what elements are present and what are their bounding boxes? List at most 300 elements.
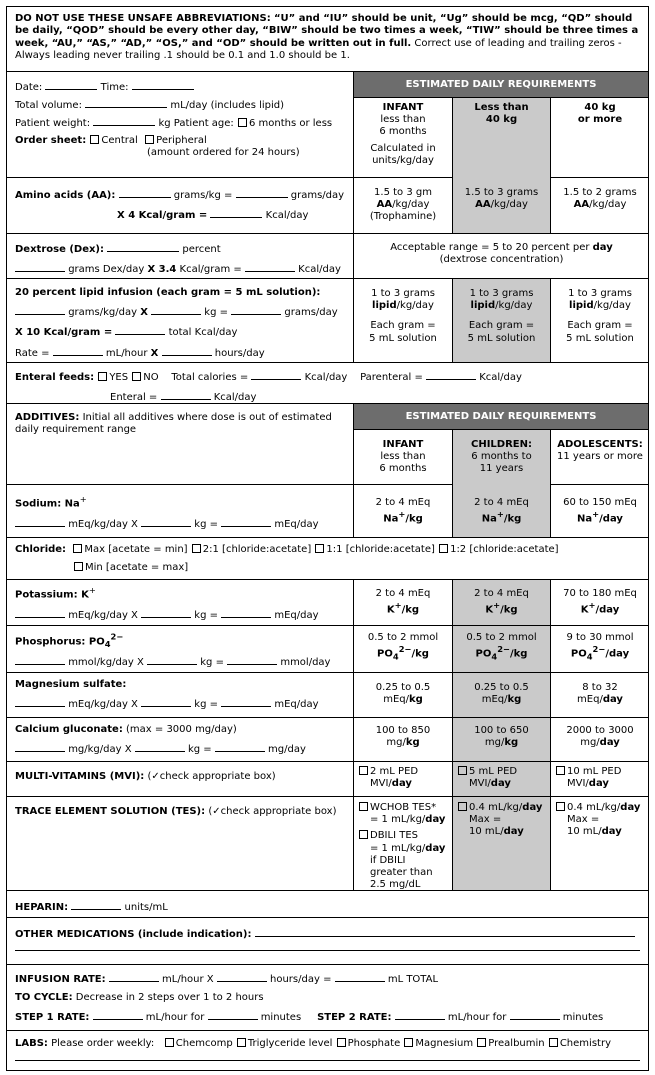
labs-line[interactable] bbox=[15, 1059, 640, 1061]
tes-note-line: greater than bbox=[370, 866, 433, 878]
lab-chemcomp-checkbox[interactable] bbox=[165, 1038, 174, 1047]
children-line: 6 months to bbox=[471, 451, 532, 463]
date-label: Date: bbox=[15, 82, 43, 93]
tes-day: day bbox=[425, 842, 446, 854]
phosphorus-unit: kg = bbox=[200, 657, 224, 669]
magnesium-infant-range: 0.25 to 0.5 bbox=[375, 682, 431, 693]
dextrose-unit: percent bbox=[182, 244, 221, 255]
phosphorus-mmol-day-field[interactable] bbox=[227, 655, 277, 665]
infant-col-line: units/kg/day bbox=[372, 154, 434, 166]
lab-item: Triglyceride level bbox=[247, 1038, 333, 1049]
lab-magnesium-checkbox[interactable] bbox=[404, 1038, 413, 1047]
lipid-note: 5 mL solution bbox=[566, 332, 634, 344]
amino-kcal-field[interactable] bbox=[210, 208, 262, 218]
step1-minutes-field[interactable] bbox=[208, 1010, 258, 1020]
lipid-rate-label: Rate = bbox=[15, 347, 50, 359]
dextrose-percent-field[interactable] bbox=[107, 242, 179, 252]
heparin-label: HEPARIN: bbox=[15, 902, 69, 913]
amino-unit: grams/day bbox=[290, 190, 345, 201]
potassium-label: Potassium: K bbox=[15, 589, 89, 601]
heparin-unit: units/mL bbox=[124, 902, 168, 913]
ion: PO bbox=[570, 648, 587, 660]
chloride-label: Chloride: bbox=[15, 544, 67, 555]
phosphorus-child-range: 0.5 to 2 mmol bbox=[466, 632, 537, 643]
dbili-tes-checkbox[interactable] bbox=[359, 830, 368, 839]
mvi-unit: MVI/ bbox=[370, 778, 392, 790]
calcium-mg-kg-field[interactable] bbox=[15, 742, 65, 752]
amino-infant-range: 1.5 to 3 gm bbox=[374, 187, 432, 198]
chloride-1-2-checkbox[interactable] bbox=[439, 544, 448, 553]
age-option: 6 months or less bbox=[248, 118, 333, 130]
infant-line: 6 months bbox=[379, 463, 427, 475]
lipid-gday-field[interactable] bbox=[231, 305, 281, 315]
tes-day: day bbox=[522, 802, 543, 813]
phosphorus-adult-range: 9 to 30 mmol bbox=[566, 632, 634, 643]
calcium-unit: mg/kg/day X bbox=[68, 744, 132, 756]
infant-col-line: less than bbox=[380, 114, 426, 126]
weight-label: Patient weight: bbox=[15, 118, 91, 130]
other-medications-line[interactable] bbox=[15, 949, 640, 951]
chloride-section bbox=[7, 538, 648, 580]
ca-unit-bold: kg bbox=[504, 737, 519, 749]
lipid-kg-field[interactable] bbox=[151, 305, 201, 315]
enteral-yes-checkbox[interactable] bbox=[98, 372, 107, 381]
ion-sup: + bbox=[592, 509, 600, 520]
amino-adult-unit: /kg/day bbox=[589, 199, 627, 211]
sodium-unit: mEq/day bbox=[274, 518, 319, 530]
ion-sup: 2− bbox=[398, 644, 412, 655]
ion-unit: /kg bbox=[503, 513, 522, 525]
mvi-section bbox=[7, 762, 648, 797]
lipid-kcal-factor: X 10 Kcal/gram = bbox=[15, 327, 113, 339]
magnesium-adult-range: 8 to 32 bbox=[582, 682, 618, 693]
lab-prealbumin-checkbox[interactable] bbox=[477, 1038, 486, 1047]
warning-prefix: DO NOT USE THESE UNSAFE ABBREVIATIONS: bbox=[15, 13, 271, 24]
ion-sup: + bbox=[398, 509, 406, 520]
age-checkbox[interactable] bbox=[238, 118, 247, 127]
phosphorus-unit: mmol/day bbox=[280, 657, 331, 669]
calcium-label: Calcium gluconate: bbox=[15, 724, 123, 735]
heparin-field[interactable] bbox=[71, 900, 121, 910]
ion: K bbox=[580, 604, 589, 616]
calcium-section bbox=[7, 718, 648, 762]
phosphorus-infant-range: 0.5 to 2 mmol bbox=[367, 632, 439, 643]
enteral-label: Enteral feeds: bbox=[15, 372, 95, 383]
mag-unit: mEq/ bbox=[383, 694, 409, 706]
central-label: Central bbox=[101, 134, 138, 146]
labs-text: Please order weekly: bbox=[51, 1038, 155, 1049]
ion: PO bbox=[475, 648, 492, 660]
infusion-unit: mL TOTAL bbox=[387, 974, 439, 985]
chloride-option: 1:2 [chloride:acetate] bbox=[450, 544, 559, 555]
lipid-label: 20 percent lipid infusion (each gram = 5 mL solution): bbox=[15, 287, 321, 298]
lipid-x: X bbox=[150, 347, 159, 359]
ion-sub: 4 bbox=[491, 651, 498, 662]
central-checkbox[interactable] bbox=[90, 135, 99, 144]
lipid-rate-field[interactable] bbox=[53, 346, 103, 356]
under-40kg-title: 40 kg bbox=[485, 114, 518, 126]
ca-unit-bold: day bbox=[599, 737, 620, 749]
ion-unit: /kg bbox=[401, 604, 420, 616]
parenteral-label: Parenteral = bbox=[360, 372, 423, 383]
magnesium-child-range: 0.25 to 0.5 bbox=[474, 682, 529, 693]
ion-sup: 2− bbox=[497, 644, 510, 655]
amino-infant-note: (Trophamine) bbox=[369, 211, 437, 223]
dextrose-unit: Kcal/day bbox=[298, 264, 341, 276]
chloride-min-checkbox[interactable] bbox=[74, 562, 83, 571]
lipid-note: 5 mL solution bbox=[467, 332, 536, 344]
chloride-1-1-checkbox[interactable] bbox=[315, 544, 324, 553]
sodium-kg-field[interactable] bbox=[141, 517, 191, 527]
infant-col-line: 6 months bbox=[379, 126, 427, 138]
calcium-max: (max = 3000 mg/day) bbox=[126, 724, 237, 735]
requirements-columns-2 bbox=[353, 430, 648, 485]
tes-note-line: if DBILI bbox=[370, 854, 406, 866]
chloride-option: Max [acetate = min] bbox=[84, 544, 188, 555]
amino-adult-range: 1.5 to 2 grams bbox=[563, 187, 637, 198]
lipid-note: Each gram = bbox=[468, 320, 535, 332]
potassium-meq-kg-field[interactable] bbox=[15, 608, 65, 618]
step1-rate-field[interactable] bbox=[93, 1010, 143, 1020]
other-medications-field[interactable] bbox=[255, 927, 635, 937]
magnesium-kg-field[interactable] bbox=[141, 697, 191, 707]
tes-option: DBILI TES bbox=[370, 830, 418, 842]
time-label: Time: bbox=[100, 82, 129, 93]
lipid-total-kcal-field[interactable] bbox=[115, 325, 165, 335]
ion-sup: + bbox=[394, 600, 402, 611]
lipid-unit: /kg/day bbox=[396, 300, 434, 312]
lipid-unit: total Kcal/day bbox=[168, 327, 238, 339]
dextrose-range-note: (dextrose concentration) bbox=[439, 254, 564, 266]
ion-unit: /kg bbox=[500, 604, 518, 616]
phosphorus-mmol-kg-field[interactable] bbox=[15, 655, 65, 665]
potassium-unit: mEq/day bbox=[274, 609, 319, 621]
enteral-unit: Kcal/day bbox=[213, 392, 257, 404]
dextrose-unit: Kcal/gram = bbox=[179, 264, 242, 276]
total-calories-label: Total calories = bbox=[171, 372, 249, 383]
sodium-sup: + bbox=[79, 494, 87, 504]
chloride-max-checkbox[interactable] bbox=[73, 544, 82, 553]
mvi-10ml-checkbox[interactable] bbox=[556, 766, 565, 775]
ion: Na bbox=[383, 513, 399, 525]
mvi-day: day bbox=[391, 778, 412, 790]
tes-day: day bbox=[503, 826, 524, 838]
ion: K bbox=[386, 604, 395, 616]
chloride-2-1-checkbox[interactable] bbox=[192, 544, 201, 553]
lipid-unit: grams/day bbox=[284, 307, 338, 319]
mvi-2ml-checkbox[interactable] bbox=[359, 766, 368, 775]
magnesium-unit: mEq/day bbox=[274, 699, 319, 711]
amino-child-bold: AA bbox=[475, 199, 491, 211]
lipid-bold: lipid bbox=[470, 300, 496, 312]
phosphorus-sup: 2− bbox=[110, 632, 124, 642]
step2-rate-field[interactable] bbox=[395, 1010, 445, 1020]
lipid-infant-range: 1 to 3 grams bbox=[371, 288, 435, 299]
mvi-unit: MVI/ bbox=[567, 778, 589, 790]
tpn-order-form bbox=[6, 6, 649, 1071]
tes-unit: = 1 mL/kg/ bbox=[370, 842, 426, 854]
enteral-no: NO bbox=[143, 372, 159, 383]
ca-unit: mg/ bbox=[580, 737, 600, 749]
abbreviation-warning bbox=[7, 7, 648, 72]
peripheral-note: (amount ordered for 24 hours) bbox=[147, 146, 300, 158]
tes-max: Max = bbox=[567, 814, 600, 826]
tes-note-line: 2.5 mg/dL bbox=[370, 879, 421, 891]
dextrose-kcal-field[interactable] bbox=[245, 262, 295, 272]
enteral-section bbox=[7, 363, 648, 404]
ion-sub: 4 bbox=[392, 651, 399, 662]
enteral-yes: YES bbox=[109, 372, 129, 383]
ca-unit: mg/ bbox=[484, 737, 505, 749]
lab-item: Prealbumin bbox=[488, 1038, 545, 1049]
mag-unit-bold: kg bbox=[507, 694, 522, 706]
requirements-header-1: ESTIMATED DAILY REQUIREMENTS bbox=[353, 72, 648, 98]
ion-unit: /kg bbox=[509, 648, 528, 660]
calcium-infant-range: 100 to 850 bbox=[375, 725, 431, 736]
infusion-unit: hours/day = bbox=[270, 974, 332, 985]
dextrose-range-day: day bbox=[592, 242, 613, 253]
dextrose-range: Acceptable range = 5 to 20 percent per bbox=[390, 242, 590, 253]
ca-unit: mg/ bbox=[386, 737, 406, 749]
enteral-unit: Kcal/day bbox=[479, 372, 522, 383]
lipid-unit: grams/kg/day bbox=[68, 307, 137, 319]
potassium-sup: + bbox=[88, 585, 96, 595]
under-40kg-title: Less than bbox=[474, 102, 529, 113]
infusion-rate-field[interactable] bbox=[109, 972, 159, 982]
other-medications-label: OTHER MEDICATIONS (include indication): bbox=[15, 929, 252, 940]
chloride-option: 1:1 [chloride:acetate] bbox=[326, 544, 435, 555]
amino-child-range: 1.5 to 3 grams bbox=[464, 187, 539, 198]
amino-infant-bold: AA bbox=[376, 199, 393, 211]
dextrose-unit: grams Dex/day bbox=[68, 264, 145, 276]
magnesium-meq-day-field[interactable] bbox=[221, 697, 271, 707]
lipid-bold: lipid bbox=[569, 300, 594, 312]
mvi-option: 5 mL PED bbox=[469, 766, 518, 777]
lab-triglyceride-checkbox[interactable] bbox=[237, 1038, 246, 1047]
sodium-unit: kg = bbox=[194, 518, 218, 530]
dextrose-grams-field[interactable] bbox=[15, 262, 65, 272]
lab-item: Chemcomp bbox=[175, 1038, 233, 1049]
mvi-5ml-checkbox[interactable] bbox=[458, 766, 467, 775]
lab-phosphate-checkbox[interactable] bbox=[337, 1038, 346, 1047]
tes-child-checkbox[interactable] bbox=[458, 802, 467, 811]
mvi-option: 10 mL PED bbox=[567, 766, 622, 777]
potassium-child-range: 2 to 4 mEq bbox=[474, 588, 529, 599]
mvi-day: day bbox=[588, 778, 609, 790]
tes-option: WCHOB TES* bbox=[370, 802, 437, 813]
phosphorus-unit: mmol/kg/day X bbox=[68, 657, 144, 669]
warning-body: “U” and “IU” should be unit, “Ug” should be mcg, “QD” should be daily, “QOD” should be every other day, “BIW” should be two times a week, “TIW” should be three times a week, “AU,” “AS,” “AD,” “OS,” and “OD” should be written out in full. bbox=[15, 13, 639, 49]
weight-field[interactable] bbox=[93, 116, 155, 126]
ion-sup: + bbox=[496, 509, 504, 520]
wchob-tes-checkbox[interactable] bbox=[359, 802, 368, 811]
infusion-section bbox=[7, 965, 648, 1031]
infant-col-line: Calculated in bbox=[370, 142, 436, 154]
infusion-total-field[interactable] bbox=[335, 972, 385, 982]
potassium-kg-field[interactable] bbox=[141, 608, 191, 618]
children-title: CHILDREN: bbox=[470, 439, 532, 450]
peripheral-checkbox[interactable] bbox=[145, 135, 154, 144]
step-unit: mL/hour for bbox=[447, 1012, 507, 1024]
mvi-day: day bbox=[490, 778, 511, 790]
tes-day: day bbox=[620, 802, 641, 813]
enteral-no-checkbox[interactable] bbox=[132, 372, 141, 381]
lab-item: Chemistry bbox=[559, 1038, 611, 1049]
potassium-infant-range: 2 to 4 mEq bbox=[375, 588, 431, 599]
amino-child-unit: /kg/day bbox=[490, 199, 528, 211]
infant-title: INFANT bbox=[382, 439, 424, 450]
ion-unit: /day bbox=[595, 604, 620, 616]
over-40kg-title: 40 kg bbox=[584, 102, 616, 113]
lipid-unit: /kg/day bbox=[593, 300, 631, 312]
parenteral-field[interactable] bbox=[426, 370, 476, 380]
tes-max-val: 10 mL/ bbox=[469, 826, 504, 838]
sodium-infant-range: 2 to 4 mEq bbox=[375, 497, 431, 508]
calcium-adult-range: 2000 to 3000 bbox=[566, 725, 634, 736]
calcium-unit: mg/day bbox=[268, 744, 306, 756]
sodium-meq-kg-field[interactable] bbox=[15, 517, 65, 527]
tes-day: day bbox=[601, 826, 622, 838]
sodium-label: Sodium: Na bbox=[15, 498, 80, 510]
step2-minutes-field[interactable] bbox=[510, 1010, 560, 1020]
tes-unit: = 1 mL/kg/ bbox=[370, 814, 426, 826]
enteral-unit: Kcal/day bbox=[304, 372, 348, 383]
ion-unit: /day bbox=[605, 648, 630, 660]
lipid-child-range: 1 to 3 grams bbox=[469, 288, 534, 299]
requirements-columns-1 bbox=[353, 98, 648, 178]
additives-label: ADDITIVES: bbox=[15, 412, 80, 423]
mvi-option: 2 mL PED bbox=[370, 766, 419, 777]
step-unit: mL/hour for bbox=[145, 1012, 205, 1024]
enteral-field[interactable] bbox=[161, 390, 211, 400]
sodium-meq-day-field[interactable] bbox=[221, 517, 271, 527]
tes-section bbox=[7, 797, 648, 891]
potassium-section bbox=[7, 580, 648, 626]
lipid-x: X bbox=[140, 307, 148, 319]
magnesium-label: Magnesium sulfate: bbox=[15, 679, 127, 690]
lab-item: Magnesium bbox=[415, 1038, 474, 1049]
phosphorus-label: Phosphorus: PO bbox=[15, 636, 105, 648]
lipid-bold: lipid bbox=[372, 300, 397, 312]
ion-unit: /kg bbox=[411, 648, 429, 660]
calcium-mg-day-field[interactable] bbox=[215, 742, 265, 752]
labs-section bbox=[7, 1031, 648, 1070]
magnesium-meq-kg-field[interactable] bbox=[15, 697, 65, 707]
amino-infant-unit: /kg/day bbox=[392, 199, 430, 211]
calcium-kg-field[interactable] bbox=[135, 742, 185, 752]
infusion-hours-field[interactable] bbox=[217, 972, 267, 982]
cycle-text: Decrease in 2 steps over 1 to 2 hours bbox=[75, 992, 264, 1004]
requirements-header-2: ESTIMATED DAILY REQUIREMENTS bbox=[353, 404, 648, 430]
calcium-child-range: 100 to 650 bbox=[474, 725, 529, 736]
potassium-meq-day-field[interactable] bbox=[221, 608, 271, 618]
total-calories-field[interactable] bbox=[251, 370, 301, 380]
chloride-option: Min [acetate = max] bbox=[85, 562, 189, 574]
mvi-label: MULTI-VITAMINS (MVI): bbox=[15, 771, 145, 782]
amino-label: Amino acids (AA): bbox=[15, 190, 116, 201]
tes-option: 0.4 mL/kg/ bbox=[469, 802, 523, 813]
mag-unit-bold: day bbox=[602, 694, 623, 706]
mvi-note: (✓check appropriate box) bbox=[147, 771, 276, 782]
tes-option: 0.4 mL/kg/ bbox=[567, 802, 621, 813]
cycle-label: TO CYCLE: bbox=[15, 992, 73, 1004]
mag-unit-bold: kg bbox=[408, 694, 423, 706]
infusion-rate-label: INFUSION RATE: bbox=[15, 974, 106, 985]
heparin-section bbox=[7, 891, 648, 918]
other-medications-section bbox=[7, 918, 648, 965]
lipid-section bbox=[7, 279, 648, 363]
infant-col-title: INFANT bbox=[382, 102, 424, 113]
dextrose-factor: X 3.4 bbox=[147, 264, 177, 276]
potassium-adult-range: 70 to 180 mEq bbox=[563, 588, 637, 599]
infant-line: less than bbox=[380, 451, 426, 463]
tes-label: TRACE ELEMENT SOLUTION (TES): bbox=[15, 806, 206, 817]
total-volume-unit: mL/day (includes lipid) bbox=[170, 100, 285, 112]
lipid-adult-range: 1 to 3 grams bbox=[568, 288, 632, 299]
tes-adult-checkbox[interactable] bbox=[556, 802, 565, 811]
tes-note: (✓check appropriate box) bbox=[208, 806, 337, 817]
ion-sup: + bbox=[493, 600, 501, 611]
ion: K bbox=[485, 604, 494, 616]
mag-unit: mEq/ bbox=[481, 694, 508, 706]
potassium-unit: kg = bbox=[194, 609, 218, 621]
phosphorus-kg-field[interactable] bbox=[147, 655, 197, 665]
step-unit: minutes bbox=[562, 1012, 604, 1024]
over-40kg-title: or more bbox=[577, 114, 623, 126]
sodium-unit: mEq/kg/day X bbox=[68, 518, 138, 530]
amino-unit: Kcal/day bbox=[265, 210, 309, 222]
magnesium-unit: kg = bbox=[194, 699, 218, 711]
date-field[interactable] bbox=[45, 80, 97, 90]
ion-sub: 4 bbox=[586, 651, 593, 662]
amino-grams-kg-field[interactable] bbox=[119, 188, 171, 198]
step1-label: STEP 1 RATE: bbox=[15, 1012, 90, 1024]
lab-chemistry-checkbox[interactable] bbox=[549, 1038, 558, 1047]
ion-unit: /day bbox=[599, 513, 623, 525]
adolescents-title: ADOLESCENTS: bbox=[557, 439, 643, 450]
lipid-unit: /kg/day bbox=[495, 300, 533, 312]
step2-label: STEP 2 RATE: bbox=[317, 1012, 392, 1024]
calcium-unit: kg = bbox=[187, 744, 212, 756]
additives-text: Initial all additives where dose is out of estimated daily requirement range bbox=[15, 412, 332, 436]
step-unit: minutes bbox=[260, 1012, 302, 1024]
ion: PO bbox=[377, 648, 393, 660]
ion-sup: 2− bbox=[592, 644, 606, 655]
age-label: Patient age: bbox=[173, 118, 234, 130]
lipid-hours-field[interactable] bbox=[162, 346, 212, 356]
mvi-unit: MVI/ bbox=[469, 778, 491, 790]
lipid-unit: hours/day bbox=[214, 347, 265, 359]
mag-unit: mEq/ bbox=[577, 694, 603, 706]
peripheral-label: Peripheral bbox=[156, 134, 207, 146]
total-volume-field[interactable] bbox=[85, 98, 167, 108]
amino-grams-day-field[interactable] bbox=[236, 188, 288, 198]
weight-unit: kg bbox=[158, 118, 171, 130]
phosphorus-sub: 4 bbox=[104, 639, 111, 650]
sodium-section bbox=[7, 485, 648, 538]
phosphorus-section bbox=[7, 626, 648, 673]
amino-adult-bold: AA bbox=[573, 199, 590, 211]
magnesium-section bbox=[7, 673, 648, 718]
labs-label: LABS: bbox=[15, 1038, 48, 1049]
magnesium-unit: mEq/kg/day X bbox=[68, 699, 138, 711]
amino-kcal-label: X 4 Kcal/gram = bbox=[117, 210, 208, 222]
time-field[interactable] bbox=[132, 80, 194, 90]
ion: Na bbox=[577, 513, 593, 525]
tes-max: Max = bbox=[469, 814, 502, 826]
lipid-gkgday-field[interactable] bbox=[15, 305, 65, 315]
ca-unit-bold: kg bbox=[405, 737, 420, 749]
